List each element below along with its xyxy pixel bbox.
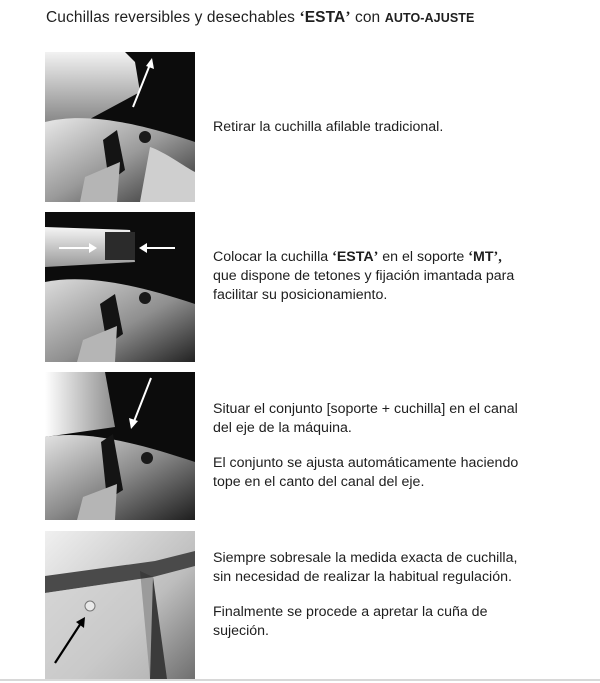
step-2-photo [45, 212, 195, 362]
step-3-p1-line-2: del eje de la máquina. [213, 420, 352, 436]
step-4-text [213, 549, 593, 641]
step-4-p1-line-2: sin necesidad de realizar la habitual regulación. [213, 569, 512, 585]
bolt-hole [139, 131, 151, 143]
title-quote-close: ’ [345, 9, 351, 26]
step-2-line-1: Colocar la cuchilla ‘ESTA’ en el soporte ‘MT’, [213, 249, 502, 265]
step-1-photo [45, 52, 195, 202]
page-title [46, 9, 474, 27]
title-brand: ESTA [304, 9, 346, 26]
step-3-photo [45, 372, 195, 520]
bottom-divider [0, 679, 600, 681]
step-2-line-2: que dispone de tetones y fijación imantada para [213, 268, 515, 284]
step-3-text [213, 400, 593, 492]
step-2-image [45, 212, 195, 362]
title-text: Cuchillas reversibles y desechables [46, 9, 300, 26]
title-ajuste: -AJUSTE [420, 11, 475, 25]
step-1-description: Retirar la cuchilla afilable tradicional. [213, 119, 444, 135]
blade-shape [45, 372, 115, 437]
step-4-image [45, 531, 195, 679]
brand-esta: ESTA [336, 249, 374, 265]
title-quote-open: ‘ [299, 9, 305, 26]
step-3-p2-line-2: tope en el canto del canal del eje. [213, 474, 425, 490]
step-1-text [213, 118, 593, 137]
step-1-image [45, 52, 195, 202]
step-3-p2-line-1: El conjunto se ajusta automáticamente haciendo [213, 455, 519, 471]
title-auto: AUTO [384, 11, 421, 25]
step-3-p1-line-1: Situar el conjunto [soporte + cuchilla] en el canal [213, 401, 518, 417]
support-mt: MT [473, 249, 494, 265]
step-4-p1-line-1: Siempre sobresale la medida exacta de cuchilla, [213, 550, 518, 566]
step-4-p2-line-1: Finalmente se procede a apretar la cuña de [213, 604, 488, 620]
step-4-photo [45, 531, 195, 679]
step-2-line-3: facilitar su posicionamiento. [213, 287, 388, 303]
step-3-image [45, 372, 195, 520]
step-2-text [213, 248, 593, 305]
step-4-p2-line-2: sujeción. [213, 623, 269, 639]
title-connector: con [350, 9, 385, 26]
